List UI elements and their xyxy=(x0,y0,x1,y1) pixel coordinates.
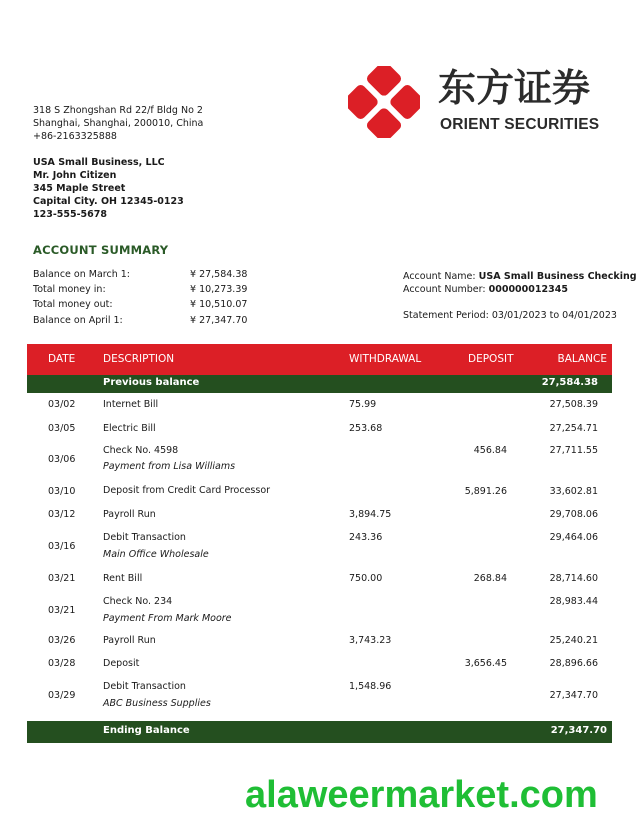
row-balance: 29,708.06 xyxy=(549,509,598,520)
account-name-label: Account Name: xyxy=(403,271,476,282)
row-date: 03/21 xyxy=(48,573,76,584)
row-description: Check No. 234 xyxy=(103,596,173,607)
previous-balance-row xyxy=(27,375,612,393)
table-row xyxy=(27,675,612,715)
customer-company: USA Small Business, LLC xyxy=(33,157,165,168)
row-balance: 29,464.06 xyxy=(549,532,598,543)
row-date: 03/05 xyxy=(48,423,76,434)
table-row xyxy=(27,440,612,480)
summary-label: Total money in: xyxy=(33,284,106,295)
row-date: 03/21 xyxy=(48,605,76,616)
row-description: Electric Bill xyxy=(103,423,156,434)
row-withdrawal: 1,548.96 xyxy=(349,681,392,692)
logo-mark-icon xyxy=(348,66,420,138)
previous-balance-value: 27,584.38 xyxy=(541,377,598,388)
customer-name: Mr. John Citizen xyxy=(33,170,117,181)
account-name xyxy=(403,271,637,282)
row-description: Check No. 4598 xyxy=(103,445,179,456)
bank-phone: +86-2163325888 xyxy=(33,131,117,142)
row-withdrawal: 750.00 xyxy=(349,573,383,584)
row-balance: 28,983.44 xyxy=(549,596,598,607)
row-balance: 27,347.70 xyxy=(549,690,598,701)
row-balance: 28,714.60 xyxy=(549,573,598,584)
row-sub-description: Main Office Wholesale xyxy=(103,549,209,560)
row-withdrawal: 253.68 xyxy=(349,423,383,434)
table-row xyxy=(27,630,612,653)
bank-address-line: Shanghai, Shanghai, 200010, China xyxy=(33,118,204,129)
account-name-value: USA Small Business Checking xyxy=(478,271,637,282)
row-deposit: 3,656.45 xyxy=(464,658,507,669)
summary-label: Balance on April 1: xyxy=(33,315,123,326)
logo-chinese-text: 东方证券 xyxy=(438,66,591,110)
summary-value: ¥ 27,347.70 xyxy=(190,315,248,326)
orient-securities-logo xyxy=(348,66,610,138)
row-withdrawal: 3,894.75 xyxy=(349,509,392,520)
row-description: Deposit xyxy=(103,658,140,669)
customer-city: Capital City. OH 12345-0123 xyxy=(33,196,184,207)
header-withdrawal: WITHDRAWAL xyxy=(349,353,422,365)
customer-phone: 123-555-5678 xyxy=(33,209,107,220)
row-description: Debit Transaction xyxy=(103,532,186,543)
table-row xyxy=(27,653,612,675)
row-deposit: 5,891.26 xyxy=(464,486,507,497)
row-balance: 25,240.21 xyxy=(549,635,598,646)
summary-value: ¥ 27,584.38 xyxy=(190,269,248,280)
row-balance: 33,602.81 xyxy=(549,486,598,497)
customer-address xyxy=(33,156,184,221)
summary-label: Balance on March 1: xyxy=(33,269,130,280)
bank-address xyxy=(33,104,203,143)
header-description: DESCRIPTION xyxy=(103,353,175,365)
summary-label: Total money out: xyxy=(33,299,113,310)
row-description: Rent Bill xyxy=(103,573,143,584)
transactions-table xyxy=(27,344,612,715)
table-header xyxy=(27,344,612,375)
table-row xyxy=(27,503,612,525)
row-description: Internet Bill xyxy=(103,399,159,410)
logo-english-text: ORIENT SECURITIES xyxy=(440,116,600,133)
table-row xyxy=(27,417,612,440)
customer-street: 345 Maple Street xyxy=(33,183,126,194)
row-deposit: 456.84 xyxy=(473,445,507,456)
row-date: 03/16 xyxy=(48,541,76,552)
row-date: 03/26 xyxy=(48,635,76,646)
header-date: DATE xyxy=(48,353,76,365)
row-balance: 27,254.71 xyxy=(549,423,598,434)
row-sub-description: ABC Business Supplies xyxy=(103,698,211,709)
row-withdrawal: 243.36 xyxy=(349,532,383,543)
row-balance: 28,896.66 xyxy=(549,658,598,669)
table-row xyxy=(27,480,612,503)
row-balance: 27,711.55 xyxy=(549,445,598,456)
summary-value: ¥ 10,273.39 xyxy=(190,284,248,295)
row-deposit: 268.84 xyxy=(473,573,507,584)
bank-address-line: 318 S Zhongshan Rd 22/f Bldg No 2 xyxy=(33,105,203,116)
row-date: 03/28 xyxy=(48,658,76,669)
row-sub-description: Payment From Mark Moore xyxy=(103,613,232,624)
account-number xyxy=(403,284,568,295)
header-deposit: DEPOSIT xyxy=(468,353,514,365)
row-sub-description: Payment from Lisa Williams xyxy=(103,461,236,472)
row-date: 03/10 xyxy=(48,486,76,497)
previous-balance-label: Previous balance xyxy=(103,377,200,388)
table-row xyxy=(27,567,612,589)
account-summary-title: ACCOUNT SUMMARY xyxy=(33,243,169,257)
row-description: Payroll Run xyxy=(103,509,156,520)
row-description: Debit Transaction xyxy=(103,681,186,692)
row-description: Deposit from Credit Card Processor xyxy=(103,485,271,496)
row-date: 03/02 xyxy=(48,399,76,410)
ending-balance-row xyxy=(27,721,612,743)
account-number-label: Account Number: xyxy=(403,284,486,295)
account-number-value: 000000012345 xyxy=(488,284,568,295)
transaction-rows xyxy=(27,393,612,715)
row-date: 03/12 xyxy=(48,509,76,520)
row-balance: 27,508.39 xyxy=(549,399,598,410)
row-date: 03/29 xyxy=(48,690,76,701)
watermark-text: alaweermarket.com xyxy=(245,774,598,816)
header-balance: BALANCE xyxy=(557,353,607,365)
table-row xyxy=(27,589,612,630)
row-date: 03/06 xyxy=(48,454,76,465)
row-withdrawal: 3,743.23 xyxy=(349,635,392,646)
ending-balance-label: Ending Balance xyxy=(103,725,190,736)
table-row xyxy=(27,393,612,417)
row-withdrawal: 75.99 xyxy=(349,399,377,410)
statement-period: Statement Period: 03/01/2023 to 04/01/2023 xyxy=(403,310,617,321)
row-description: Payroll Run xyxy=(103,635,156,646)
table-row xyxy=(27,525,612,567)
summary-value: ¥ 10,510.07 xyxy=(190,299,248,310)
ending-balance-value: 27,347.70 xyxy=(550,725,607,736)
